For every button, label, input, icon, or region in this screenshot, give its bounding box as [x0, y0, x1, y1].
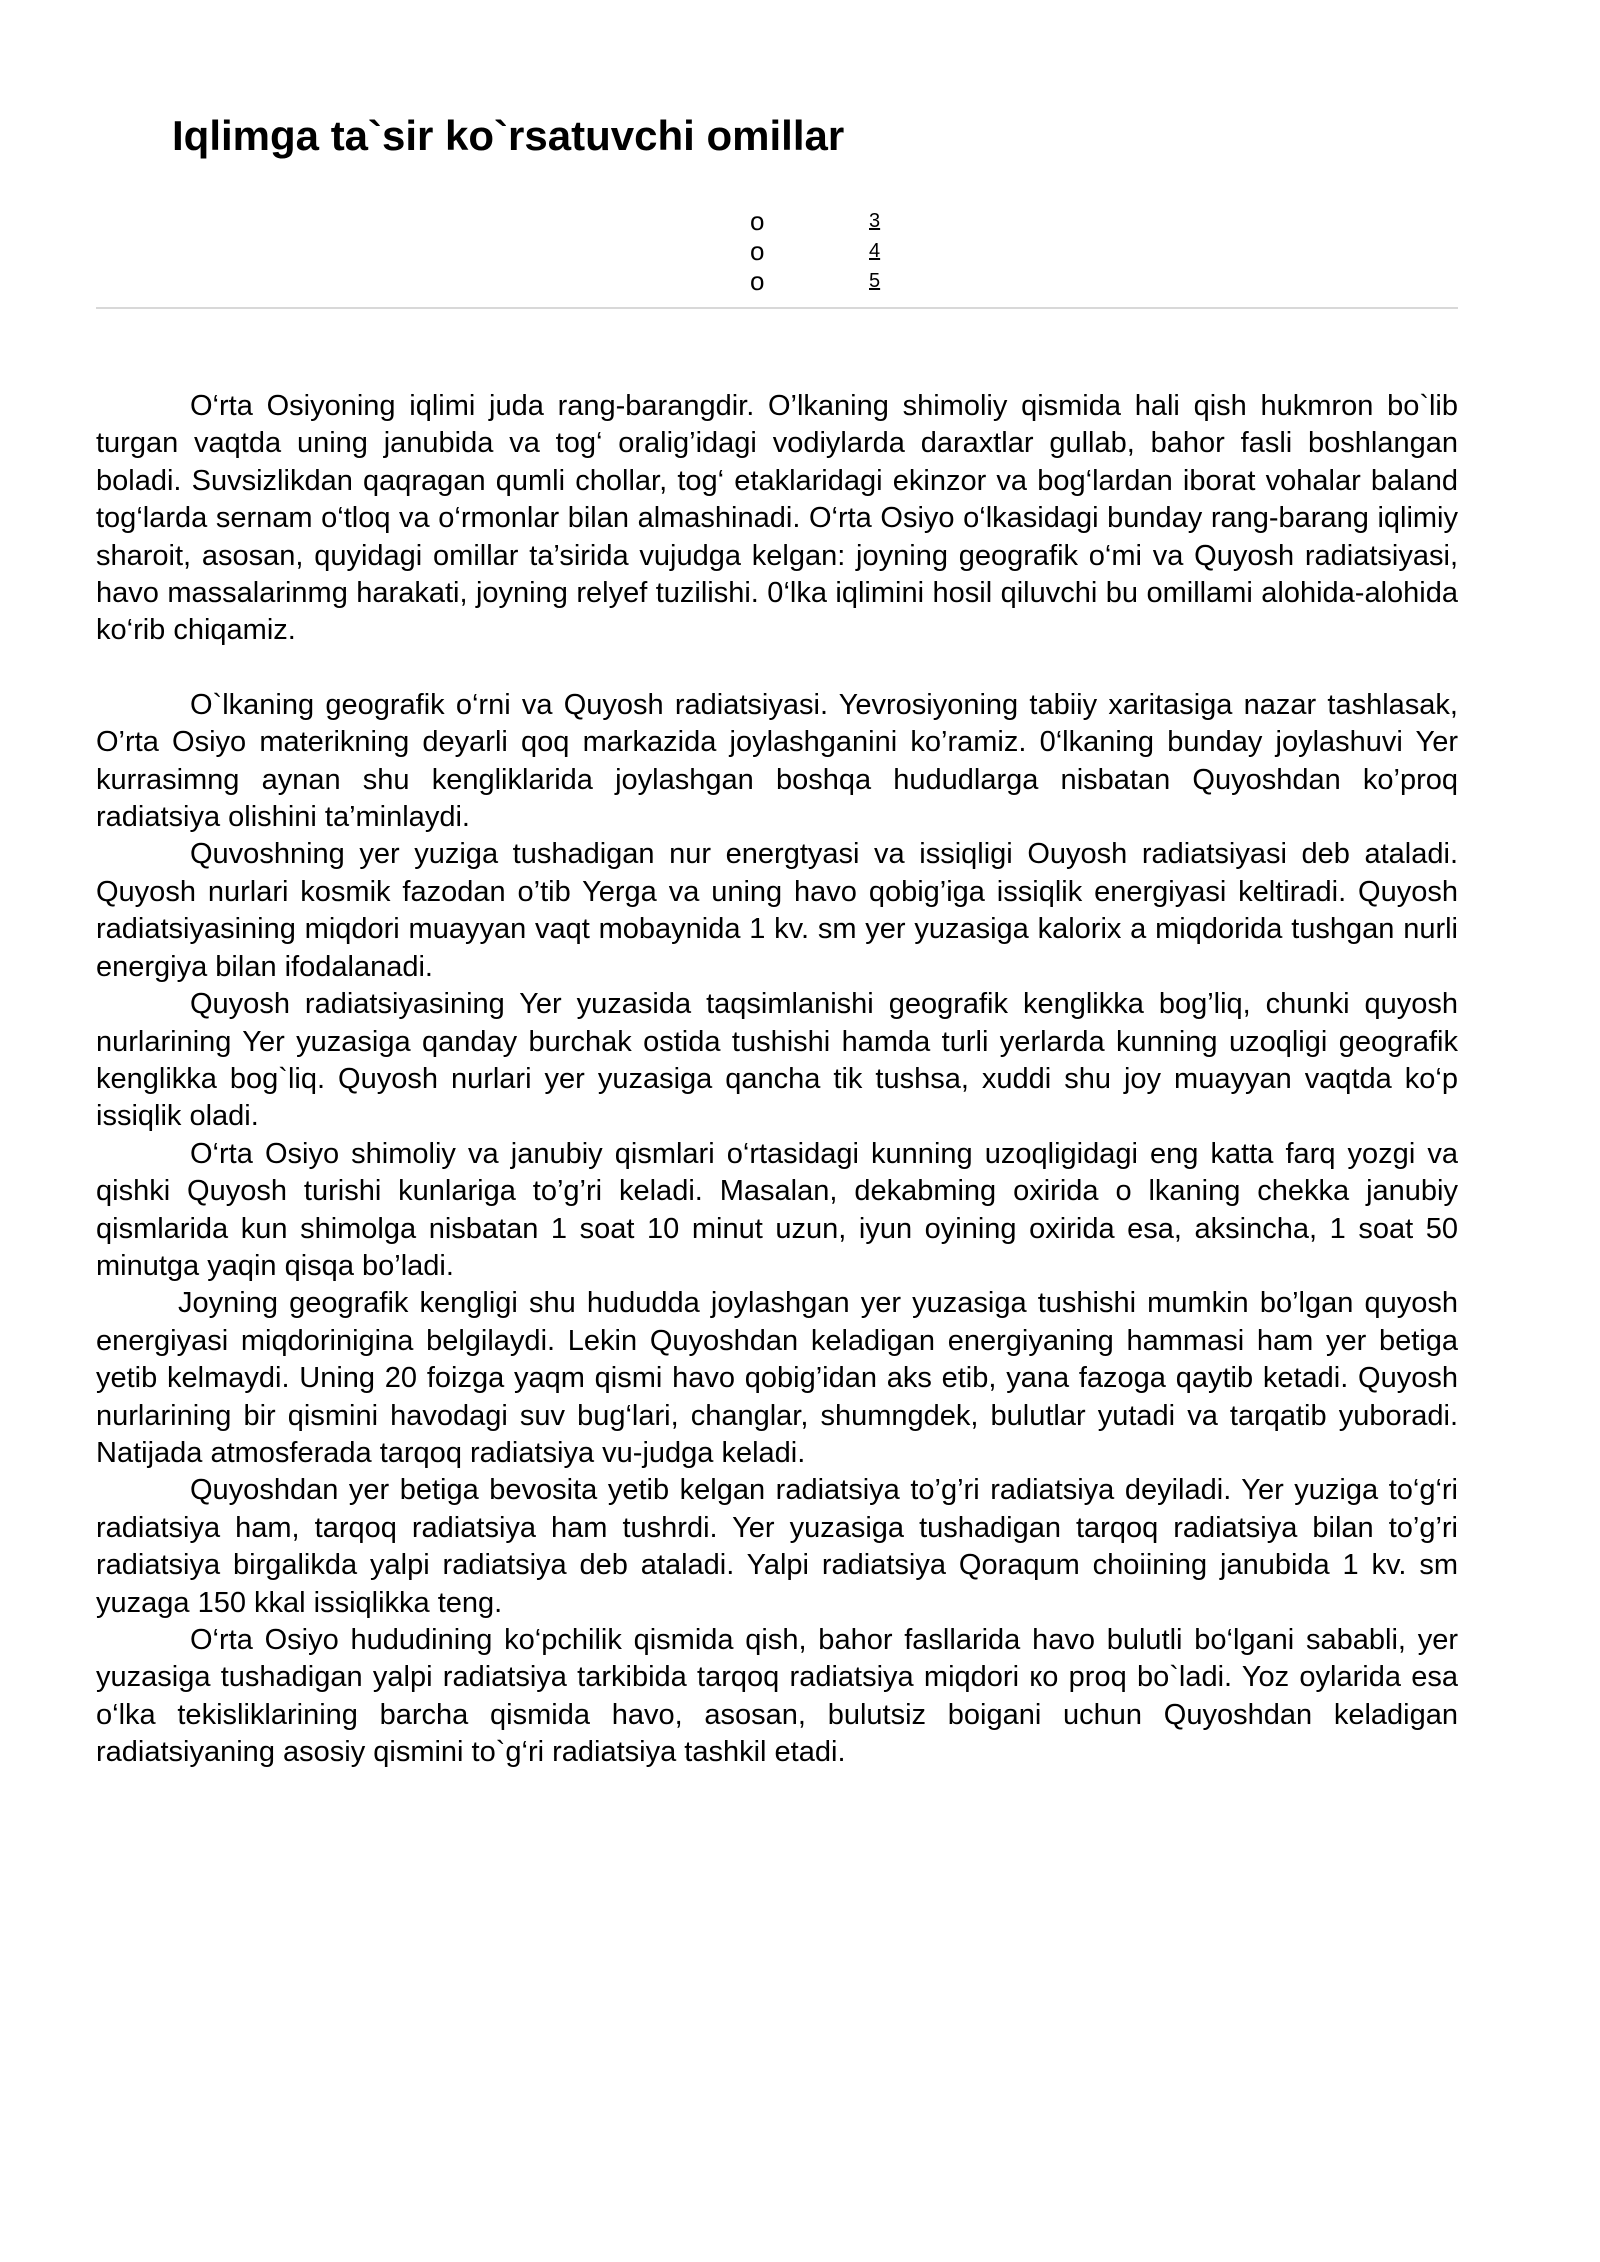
list-item — [750, 206, 950, 236]
paragraph-radiation-definition: Quvoshning yer yuziga tushadigan nur energtyasi va issiqligi Ouyosh radiatsiyasi deb ataladi. Quyosh nurlari kosmik fazodan o’tib Yerga va uning havo qobig’iga issiqlik energiyasi keltiradi. Quyosh radiatsiyasining miqdori muayyan vaqt mobaynida 1 kv. sm yer yuzasiga kalorix a miqdorida tushgan nurli energiya bilan ifodalanadi. — [96, 838, 1458, 983]
list-bullet: o — [750, 235, 765, 266]
list-bullet: o — [750, 205, 765, 236]
article-body — [96, 388, 1458, 1772]
paragraph-day-length: O‘rta Osiyo shimoliy va janubiy qismlari o‘rtasidagi kunning uzoqligidagi eng katta farq yozgi va qishki Quyosh turishi kunlariga to’g’ri keladi. Masalan, dekabming oxirida o lkaning chekka janubiy qismlarida kun shimolga nisbatan 1 soat 10 minut uzun, iyun oyining oxirida esa, aksincha, 1 soat 50 minutga yaqin qisqa bo’ladi. — [96, 1137, 1458, 1282]
page-link-4[interactable]: 4 — [869, 239, 881, 262]
paragraph-geography: O`lkaning geografik o‘rni va Quyosh radiatsiyasi. Yevrosiyoning tabiiy xaritasiga nazar tashlasak, O’rta Osiyo materikning deyarli qoq markazida joylashganini ko’ramiz. 0‘lkaning bunday joylashuvi Yer kurrasimng aynan shu kengliklarida joylashgan boshqa hududlarga nisbatan Quyoshdan ko’proq radiatsiya olishini ta’minlaydi. — [96, 688, 1458, 834]
divider — [96, 307, 1458, 309]
page-list — [750, 206, 950, 296]
paragraph-intro: O‘rta Osiyoning iqlimi juda rang-barangdir. O’lkaning shimoliy qismida hali qish hukmron bo`lib turgan vaqtda uning janubida va tog‘ oralig’idagi vodiylarda daraxtlar gullab, bahor fasli boshlangan boladi. Suvsizlikdan qaqragan qumli chollar, tog‘ etaklaridagi ekinzor va bog‘lardan iborat vohalar baland tog‘larda sernam o‘tloq va o‘rmonlar bilan almashinadi. O‘rta Osiyo o‘lkasidagi bunday rang-barang iqlimiy sharoit, asosan, quyidagi omillar ta’sirida vujudga kelgan: joyning geografik o‘mi va Quyosh radiatsiyasi, havo massalarinmg harakati, joyning relyef tuzilishi. 0‘lka iqlimini hosil qiluvchi bu omillami alohida-alohida ko‘rib chiqamiz. — [96, 390, 1458, 647]
paragraph-radiation-distribution: Quyosh radiatsiyasining Yer yuzasida taqsimlanishi geografik kenglikka bog’liq, chunki quyosh nurlarining Yer yuzasiga qanday burchak ostida tushishi hamda turli yerlarda kunning uzoqligi geografik kenglikka bog`liq. Quyosh nurlari yer yuzasiga qancha tik tushsa, xuddi shu joy muayyan vaqtda ko‘p issiqlik oladi. — [96, 988, 1458, 1133]
paragraph-latitude: Joyning geografik kengligi shu hududda joylashgan yer yuzasiga tushishi mumkin bo’lgan quyosh energiyasi miqdorinigina belgilaydi. Lekin Quyoshdan keladigan energiyaning hammasi ham yer betiga yetib kelmaydi. Uning 20 foizga yaqm qismi havo qobig’idan aks etib, yana fazoga qaytib ketadi. Quyosh nurlarining bir qismini havodagi suv bug‘lari, changlar, shumngdek, bulutlar yutadi va tarqatib yuboradi. Natijada atmosferada tarqoq radiatsiya vu-judga keladi. — [96, 1287, 1458, 1469]
list-item — [750, 266, 950, 296]
page-link-5[interactable]: 5 — [869, 269, 881, 292]
paragraph-seasonal-radiation: O‘rta Osiyo hududining ko‘pchilik qismida qish, bahor fasllarida havo bulutli bo‘lgani sababli, yer yuzasiga tushadigan yalpi radiatsiya tarkibida tarqoq radiatsiya miqdori ко proq bo`ladi. Yoz oylarida esa o‘lka tekisliklarining barcha qismida havo, asosan, bulutsiz boigani uchun Quyoshdan keladigan radiatsiyaning asosiy qismini to`g‘ri radiatsiya tashkil etadi. — [96, 1624, 1458, 1769]
page-link-3[interactable]: 3 — [869, 209, 881, 232]
paragraph-direct-radiation: Quyoshdan yer betiga bevosita yetib kelgan radiatsiya to’g’ri radiatsiya deyiladi. Yer yuziga to‘g‘ri radiatsiya ham, tarqoq radiatsiya ham tushrdi. Yer yuzasiga tushadigan tarqoq radiatsiya bilan to’g’ri radiatsiya birgalikda yalpi radiatsiya deb ataladi. Yalpi radiatsiya Qoraqum choiining janubida 1 kv. sm yuzaga 150 kkal issiqlikka teng. — [96, 1474, 1458, 1619]
list-bullet: o — [750, 265, 765, 296]
page-title: Iqlimga ta`sir ko`rsatuvchi omillar — [172, 112, 845, 159]
list-item — [750, 236, 950, 266]
